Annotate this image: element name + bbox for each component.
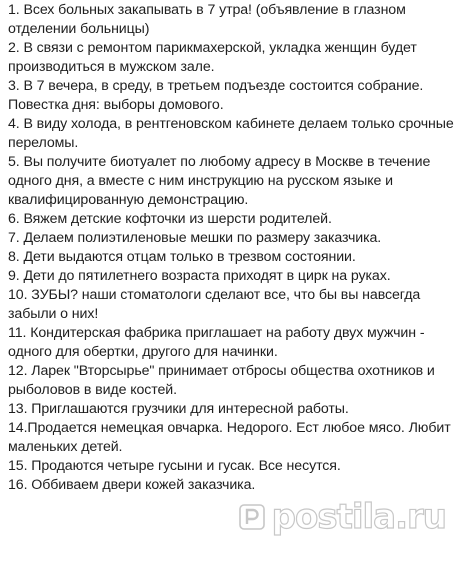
list-item: 15. Продаются четыре гусыни и гусак. Все несутся. bbox=[8, 458, 341, 474]
list-item: 7. Делаем полиэтиленовые мешки по размеру заказчика. bbox=[8, 230, 382, 246]
list-item: 12. Ларек "Вторсырье" принимает отбросы общества охотников и рыболовов в виде костей. bbox=[8, 363, 435, 398]
list-item: 3. В 7 вечера, в среду, в третьем подъезде состоится собрание. Повестка дня: выборы домового. bbox=[8, 78, 424, 113]
list-item: 9. Дети до пятилетнего возраста приходят в цирк на руках. bbox=[8, 268, 391, 284]
list-item: 14.Продается немецкая овчарка. Недорого. Ест любое мясо. Любит маленьких детей. bbox=[8, 420, 451, 455]
list-item: 6. Вяжем детские кофточки из шерсти родителей. bbox=[8, 211, 332, 227]
list-item: 16. Оббиваем двери кожей заказчика. bbox=[8, 477, 256, 493]
list-item: 4. В виду холода, в рентгеновском кабинете делаем только срочные переломы. bbox=[8, 116, 454, 151]
watermark-text: postila.ru bbox=[271, 497, 446, 537]
list-item: 1. Всех больных закапывать в 7 утра! (объявление в глазном отделении больницы) bbox=[8, 2, 406, 37]
list-item: 8. Дети выдаются отцам только в трезвом состоянии. bbox=[8, 249, 356, 265]
list-item: 5. Вы получите биотуалет по любому адресу в Москве в течение одного дня, а вместе с ним инструкцию на русском языке и квалифицированную демонстрацию. bbox=[8, 154, 431, 208]
list-item: 10. ЗУБЫ? наши стоматологи сделают все, что бы вы навсегда забыли о них! bbox=[8, 287, 421, 322]
list-item: 11. Кондитерская фабрика приглашает на работу двух мужчин - одного для обертки, другого для начинки. bbox=[8, 325, 425, 360]
announcements-list bbox=[8, 1, 456, 575]
list-item: 13. Приглашаются грузчики для интересной работы. bbox=[8, 401, 349, 417]
list-item: 2. В связи с ремонтом парикмахерской, укладка женщин будет производиться в мужском зале. bbox=[8, 40, 417, 75]
